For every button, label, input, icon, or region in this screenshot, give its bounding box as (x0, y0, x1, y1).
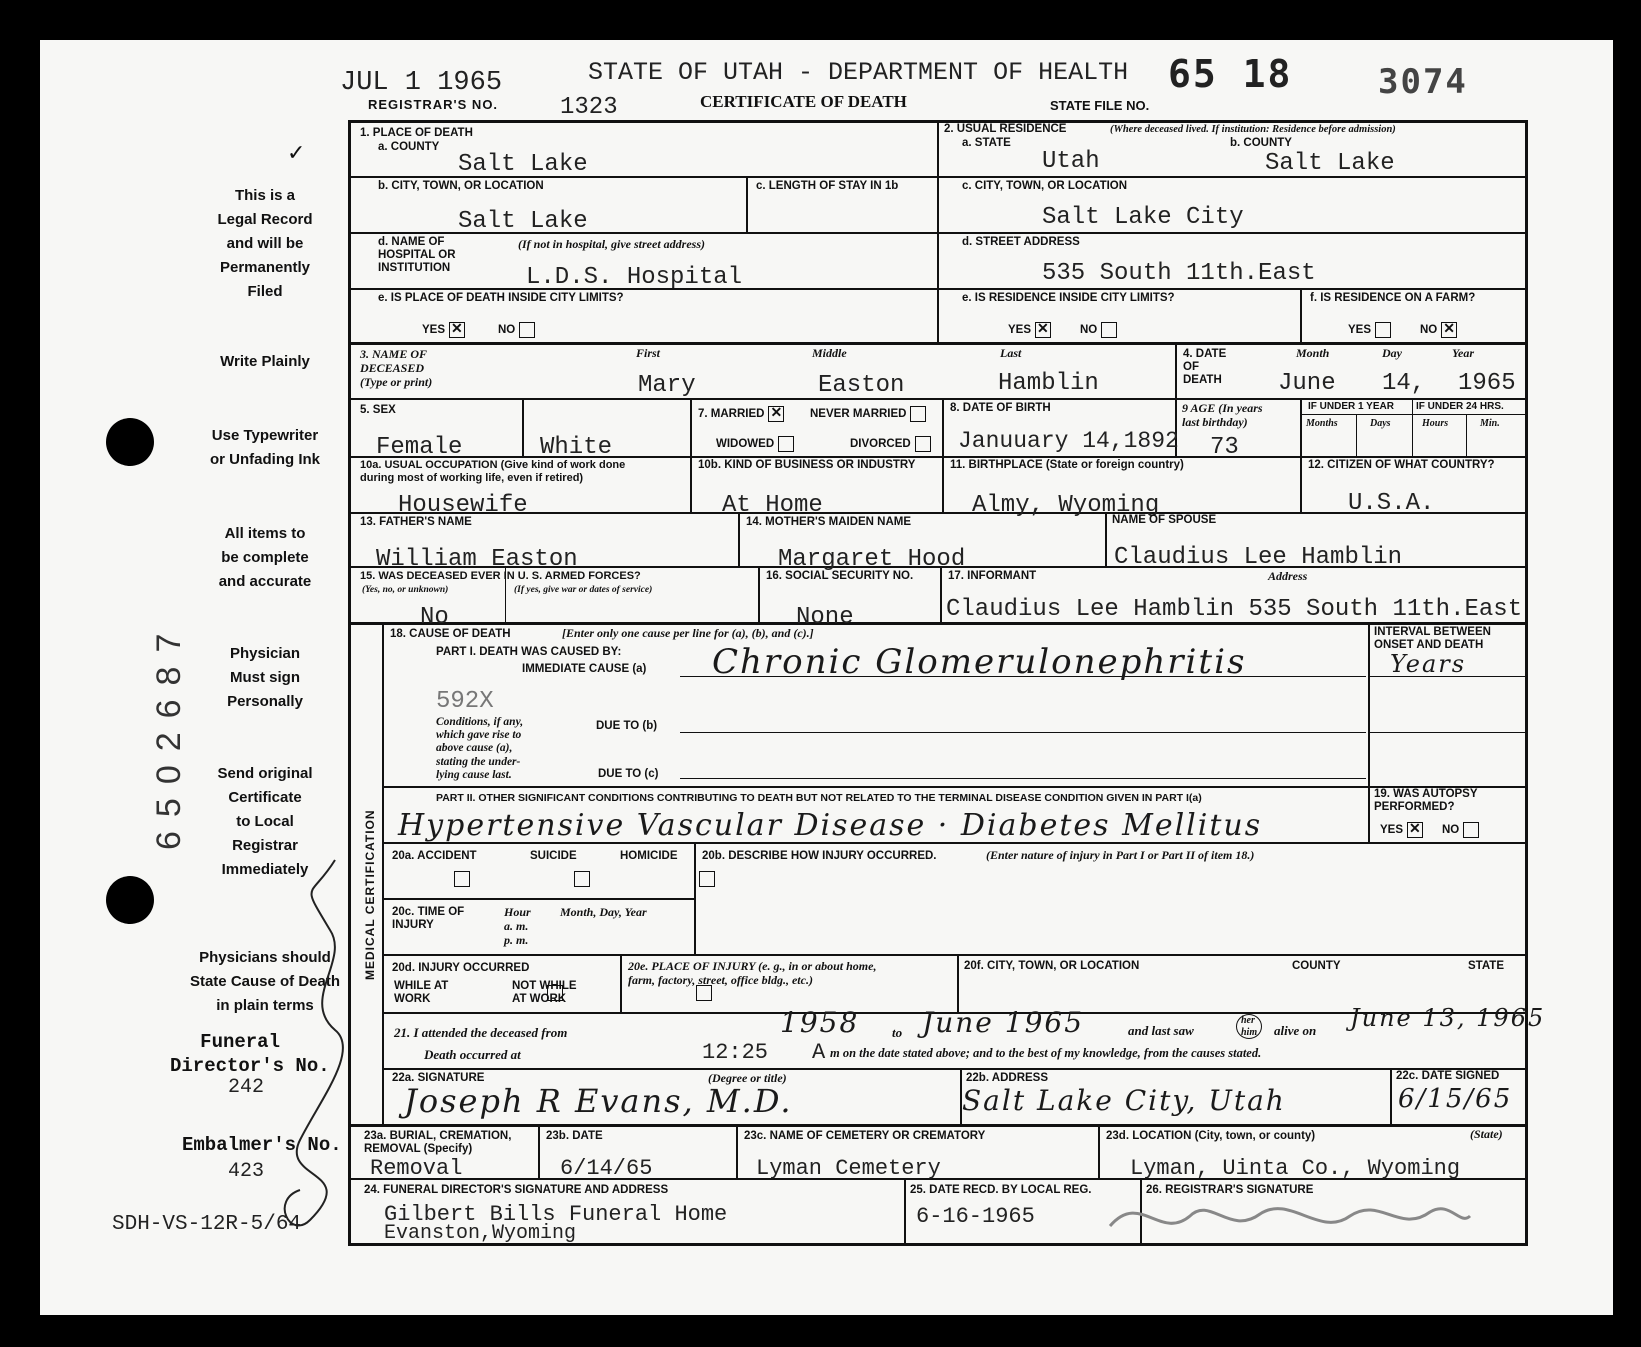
label-business: 10b. KIND OF BUSINESS OR INDUSTRY (698, 459, 916, 471)
divider (620, 954, 622, 1012)
value-city: Salt Lake (458, 208, 588, 235)
label-last-saw: and last saw (1128, 1023, 1194, 1038)
value-business: At Home (722, 492, 823, 519)
physician-signature: Joseph R Evans, M.D. (404, 1082, 793, 1120)
divider (522, 398, 524, 456)
value-location: Lyman, Uinta Co., Wyoming (1130, 1156, 1461, 1181)
registrar-label: REGISTRAR'S NO. (368, 97, 499, 112)
label-father: 13. FATHER'S NAME (360, 516, 472, 528)
value-citizen: U.S.A. (1348, 490, 1435, 517)
medical-certification-label: MEDICAL CERTIFICATION (363, 809, 377, 980)
label-days: Days (1370, 418, 1391, 429)
no-label: NO (1080, 324, 1098, 337)
value-disposition: Removal (370, 1156, 463, 1181)
registrar-number: 1323 (560, 94, 618, 121)
punch-hole (106, 876, 154, 924)
value-father: William Easton (376, 546, 578, 573)
never-married-option (810, 406, 926, 422)
checkbox-checked (1441, 322, 1457, 338)
label-res-inside: e. IS RESIDENCE INSIDE CITY LIMITS? (962, 292, 1175, 304)
value-spouse: Claudius Lee Hamblin (1114, 544, 1403, 571)
label-under-24: IF UNDER 24 HRS. (1416, 401, 1504, 412)
label-spouse: NAME OF SPOUSE (1112, 514, 1217, 526)
checkbox-checked (768, 406, 784, 422)
label-death-occurred: Death occurred at (424, 1047, 521, 1062)
sidebar-note-physician: Physician Must sign Personally (227, 645, 303, 710)
label-first: First (636, 346, 661, 360)
label-county: a. COUNTY (378, 141, 440, 153)
label-last: Last (1000, 346, 1022, 360)
yes-label: YES (1008, 324, 1032, 337)
checkbox (910, 406, 926, 422)
divider (1466, 414, 1467, 456)
value-alive-on: June 13, 1965 (1350, 1004, 1546, 1032)
label-conditions: Conditions, if any, which gave rise to above cause (a), stating the under- lying cause last. (436, 716, 524, 781)
farm-no (1420, 322, 1457, 338)
label-place-of-death: 1. PLACE OF DEATH (360, 127, 473, 139)
label-hospital: d. NAME OF HOSPITAL OR INSTITUTION (378, 236, 456, 275)
label-months: Months (1306, 418, 1338, 429)
value-race: White (540, 434, 613, 461)
married-label: 7. MARRIED (698, 408, 765, 421)
label-mother: 14. MOTHER'S MAIDEN NAME (746, 516, 912, 528)
value-date-signed: 6/15/65 (1398, 1084, 1513, 1114)
inside-city-no (498, 322, 535, 338)
checkbox-checked (449, 322, 465, 338)
funeral-director-signature-scrawl (240, 840, 400, 1250)
label-hour: Hour a. m. p. m. (504, 905, 531, 947)
divider (904, 1178, 906, 1246)
label-usual-residence: 2. USUAL RESIDENCE (944, 123, 1067, 135)
label-location: 23d. LOCATION (City, town, or county) (1106, 1130, 1316, 1142)
label-sex: 5. SEX (360, 404, 396, 416)
label-dob: 8. DATE OF BIRTH (950, 402, 1051, 414)
yes-label: YES (1380, 824, 1404, 837)
label-cause: 18. CAUSE OF DEATH (390, 628, 511, 640)
label-res-county: b. COUNTY (1230, 137, 1292, 149)
divider (1105, 512, 1107, 566)
rule (382, 954, 1526, 956)
registrar-date-stamp: JUL 1 1965 (340, 68, 503, 98)
label-inside-city: e. IS PLACE OF DEATH INSIDE CITY LIMITS? (378, 292, 624, 304)
rule (350, 456, 1526, 458)
punch-hole (106, 418, 154, 466)
divider (746, 176, 748, 232)
divider (1356, 414, 1357, 456)
rule (1370, 732, 1526, 733)
value-mother: Margaret Hood (778, 546, 966, 573)
label-hospital-note: (If not in hospital, give street address) (518, 237, 706, 251)
label-name-deceased: 3. NAME OF DECEASED (Type or print) (360, 347, 433, 389)
divider (758, 566, 760, 622)
label-age: 9 AGE (In years last birthday) (1182, 401, 1263, 429)
label-signature: 22a. SIGNATURE (392, 1072, 485, 1084)
value-diagnosis-code: 592X (436, 688, 494, 715)
divider (957, 954, 959, 1012)
label-month: Month (1296, 346, 1330, 360)
label-address: Address (1268, 569, 1308, 583)
label-interval: INTERVAL BETWEEN ONSET AND DEATH (1374, 626, 1491, 652)
label-armed-note2: (If yes, give war or dates of service) (514, 585, 653, 595)
res-inside-no (1080, 322, 1117, 338)
value-doc-address: Salt Lake City, Utah (962, 1084, 1286, 1117)
file-stamp-a: 65 18 (1168, 52, 1293, 96)
vertical-number-wrap (150, 619, 190, 890)
checkbox (519, 322, 535, 338)
value-date-recd: 6-16-1965 (916, 1204, 1035, 1229)
value-am: A (812, 1040, 826, 1065)
label-suicide: SUICIDE (530, 850, 577, 862)
value-attended-to: June 1965 (922, 1006, 1085, 1039)
never-married-label: NEVER MARRIED (810, 408, 907, 421)
value-funeral-city: Evanston,Wyoming (384, 1222, 577, 1245)
label-injury-county: COUNTY (1292, 960, 1341, 972)
value-occupation: Housewife (398, 492, 528, 519)
value-armed: No (420, 604, 449, 631)
rule (350, 398, 1526, 400)
inside-city-yes (422, 322, 465, 338)
value-res-city: Salt Lake City (1042, 204, 1244, 231)
label-min: Min. (1480, 418, 1500, 429)
value-death-time: 12:25 (702, 1040, 769, 1065)
label-attended: 21. I attended the deceased from (394, 1025, 568, 1040)
label-disp-date: 23b. DATE (546, 1130, 603, 1142)
funeral-director-label: Funeral Director's (170, 1031, 285, 1077)
homicide-checkbox (699, 871, 715, 887)
value-cemetery: Lyman Cemetery (756, 1156, 941, 1181)
label-occupation: 10a. USUAL OCCUPATION (Give kind of work done during most of working life, even if retired) (360, 459, 626, 484)
value-death-day: 14, (1382, 370, 1426, 397)
label-date-recd: 25. DATE RECD. BY LOCAL REG. (910, 1184, 1092, 1196)
checkbox-checked (1407, 822, 1423, 838)
widowed-option (716, 436, 794, 452)
label-describe: 20b. DESCRIBE HOW INJURY OCCURRED. (702, 850, 937, 862)
value-first-name: Mary (638, 372, 696, 399)
label-homicide: HOMICIDE (620, 850, 678, 862)
divider (538, 1124, 540, 1178)
no-label: NO (1420, 324, 1438, 337)
label-armed: 15. WAS DECEASED EVER IN U. S. ARMED FORCES? (360, 570, 641, 582)
funeral-director-number: 242 (228, 1076, 265, 1099)
divider (1300, 398, 1302, 512)
suicide-checkbox (574, 871, 590, 887)
registrar-signature-scrawl (1100, 1186, 1480, 1246)
embalmer-number: 423 (228, 1160, 265, 1183)
sidebar-note-write: Write Plainly (220, 353, 310, 370)
label-to: to (892, 1025, 903, 1040)
sidebar-note-complete: All items to be complete and accurate (218, 525, 312, 590)
label-cause-note: [Enter only one cause per line for (a), (b), and (c).] (562, 626, 814, 640)
label-injury-city: 20f. CITY, TOWN, OR LOCATION (964, 960, 1140, 972)
label-informant: 17. INFORMANT (948, 570, 1037, 582)
label-res-state: a. STATE (962, 137, 1011, 149)
label-place-injury: 20e. PLACE OF INJURY (e. g., in or about home, farm, factory, street, office bldg., etc.) (628, 959, 877, 987)
divider (1300, 288, 1302, 344)
label-due-c: DUE TO (c) (598, 768, 659, 780)
document-title: CERTIFICATE OF DEATH (700, 92, 907, 111)
divider (1412, 398, 1413, 456)
value-res-state: Utah (1042, 148, 1100, 175)
value-dob: Januuary 14,1892 (958, 428, 1179, 454)
label-while-work: WHILE AT WORK (394, 980, 449, 1006)
rule (680, 732, 1366, 733)
divider (690, 398, 692, 512)
file-stamp-b: 3074 (1378, 62, 1468, 102)
label-time-injury: 20c. TIME OF INJURY (392, 906, 465, 932)
label-res-city: c. CITY, TOWN, OR LOCATION (962, 180, 1128, 192)
divorced-label: DIVORCED (850, 438, 911, 451)
value-hospital: L.D.S. Hospital (526, 264, 743, 291)
value-disp-date: 6/14/65 (560, 1156, 653, 1181)
label-citizen: 12. CITIZEN OF WHAT COUNTRY? (1308, 459, 1495, 471)
divider (694, 842, 696, 954)
label-day: Day (1382, 346, 1402, 360)
no-label: NO (498, 324, 516, 337)
label-year: Year (1452, 346, 1474, 360)
form-code: SDH-VS-12R-5/64 (112, 1213, 302, 1236)
check-mark: ✓ (287, 140, 306, 165)
value-death-month: June (1278, 370, 1336, 397)
value-last-name: Hamblin (998, 370, 1099, 397)
label-date-death: 4. DATE OF DEATH (1183, 348, 1227, 387)
label-street: d. STREET ADDRESS (962, 236, 1080, 248)
value-sex: Female (376, 434, 463, 461)
value-attended-from: 1958 (780, 1006, 860, 1039)
autopsy-yes (1380, 822, 1423, 838)
label-burial: 23a. BURIAL, CREMATION, REMOVAL (Specify) (364, 1130, 512, 1156)
label-m-on: m on the date stated above; and to the best of my knowledge, from the causes stated. (830, 1046, 1262, 1060)
label-mdy: Month, Day, Year (560, 905, 647, 919)
yes-label: YES (1348, 324, 1372, 337)
divider (738, 512, 740, 566)
label-describe-note: (Enter nature of injury in Part I or Part II of item 18.) (986, 848, 1255, 862)
rule (1300, 414, 1526, 415)
checkbox (1375, 322, 1391, 338)
label-farm: f. IS RESIDENCE ON A FARM? (1310, 292, 1476, 304)
sidebar-note-cause: Physicians should State Cause of Death in plain terms (189, 949, 341, 1014)
label-part2: PART II. OTHER SIGNIFICANT CONDITIONS CONTRIBUTING TO DEATH BUT NOT RELATED TO THE TERMINAL DISEASE CONDITION GIVEN IN PART I(a) (436, 792, 1202, 804)
checkbox (915, 436, 931, 452)
rule (680, 778, 1366, 779)
value-death-year: 1965 (1458, 370, 1516, 397)
checkbox (1101, 322, 1117, 338)
embalmer-label: Embalmer's No. (182, 1134, 342, 1156)
label-city: b. CITY, TOWN, OR LOCATION (378, 180, 544, 192)
label-part1: PART I. DEATH WAS CAUSED BY: (436, 646, 622, 658)
divider (940, 566, 942, 622)
label-birthplace: 11. BIRTHPLACE (State or foreign country) (950, 459, 1184, 471)
widowed-label: WIDOWED (716, 438, 775, 451)
label-date-signed: 22c. DATE SIGNED (1396, 1070, 1500, 1082)
divider (1390, 1068, 1392, 1124)
sidebar-note-typewriter: Use Typewriter or Unfading Ink (210, 427, 320, 468)
value-county: Salt Lake (458, 151, 588, 178)
divider (937, 120, 939, 344)
value-informant: Claudius Lee Hamblin 535 South 11th.East (946, 596, 1523, 623)
value-cause-a: Chronic Glomerulonephritis (712, 642, 1247, 682)
label-her-him: her him (1236, 1014, 1262, 1039)
label-alive-on: alive on (1274, 1023, 1317, 1038)
label-state-paren: (State) (1470, 1127, 1503, 1141)
checkbox-checked (1035, 322, 1051, 338)
label-degree: (Degree or title) (708, 1071, 787, 1085)
agency-title: STATE OF UTAH - DEPARTMENT OF HEALTH (588, 58, 1129, 87)
label-cemetery: 23c. NAME OF CEMETERY OR CREMATORY (744, 1130, 986, 1142)
res-inside-yes (1008, 322, 1051, 338)
rule (382, 786, 1526, 788)
divider (1098, 1124, 1100, 1178)
label-registrar-signature: 26. REGISTRAR'S SIGNATURE (1146, 1184, 1314, 1196)
value-funeral-home: Gilbert Bills Funeral Home (384, 1202, 728, 1227)
value-middle-name: Easton (818, 372, 905, 399)
label-injury-state: STATE (1468, 960, 1504, 972)
rule (382, 1068, 1526, 1070)
value-age: 73 (1210, 434, 1239, 461)
label-hours: Hours (1422, 418, 1449, 429)
label-funeral-signature: 24. FUNERAL DIRECTOR'S SIGNATURE AND ADDRESS (364, 1184, 669, 1196)
label-middle: Middle (812, 346, 847, 360)
farm-yes (1348, 322, 1391, 338)
value-ssn: None (796, 604, 854, 631)
yes-label: YES (422, 324, 446, 337)
value-interval: Years (1390, 650, 1467, 678)
married-option (698, 406, 784, 422)
state-file-label: STATE FILE NO. (1050, 98, 1150, 113)
label-armed-note1: (Yes, no, or unknown) (362, 585, 449, 595)
label-autopsy: 19. WAS AUTOPSY PERFORMED? (1374, 788, 1478, 814)
divider (736, 1124, 738, 1178)
rule (382, 898, 694, 900)
label-doc-address: 22b. ADDRESS (966, 1072, 1049, 1084)
accident-checkbox (454, 871, 470, 887)
label-not-work: NOT WHILE AT WORK (512, 980, 577, 1006)
value-birthplace: Almy, Wyoming (972, 492, 1160, 519)
sidebar-note-send: Send original Certificate to Local Registrar Immediately (217, 765, 313, 878)
label-due-b: DUE TO (b) (596, 720, 658, 732)
rule (350, 1124, 1526, 1127)
value-part2: Hypertensive Vascular Disease · Diabetes Mellitus (398, 808, 1263, 843)
label-length-stay: c. LENGTH OF STAY IN 1b (756, 180, 899, 192)
label-ssn: 16. SOCIAL SECURITY NO. (766, 570, 914, 582)
checkbox (1463, 822, 1479, 838)
divorced-option (850, 436, 931, 452)
label-under-1: IF UNDER 1 YEAR (1308, 401, 1394, 412)
sidebar-note-legal: This is a Legal Record and will be Permanently Filed (217, 187, 313, 300)
autopsy-no (1442, 822, 1479, 838)
divider (942, 398, 944, 512)
label-injury-occurred: 20d. INJURY OCCURRED (392, 962, 530, 974)
value-res-county: Salt Lake (1265, 150, 1395, 177)
no-label: NO (1442, 824, 1460, 837)
vertical-control-number: 6502687 (150, 619, 188, 850)
label-usual-residence-note: (Where deceased lived. If institution: Residence before admission) (1110, 124, 1396, 135)
label-immediate: IMMEDIATE CAUSE (a) (522, 663, 647, 675)
checkbox (778, 436, 794, 452)
label-accident: 20a. ACCIDENT (392, 850, 477, 862)
value-res-street: 535 South 11th.East (1042, 260, 1316, 287)
